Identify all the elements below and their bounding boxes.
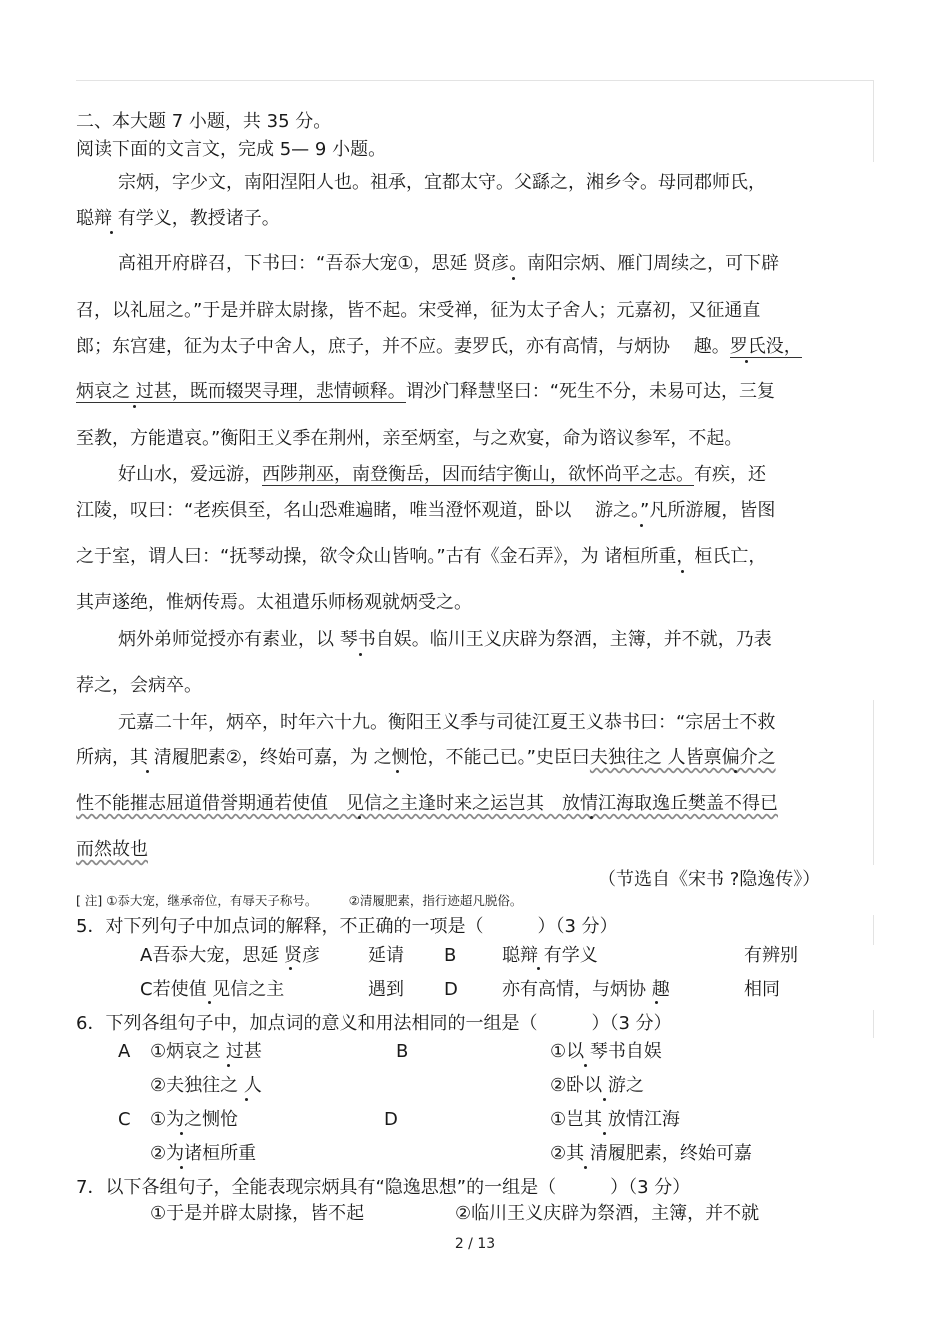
q5-option-d-gloss: 相同: [744, 979, 780, 1000]
emphasis-dot: [603, 1098, 606, 1101]
emphasis-dot: [396, 770, 399, 773]
emphasis-dot: [208, 1001, 211, 1004]
q6-option-c1: ①为之恻怆: [150, 1109, 239, 1130]
passage-line: [76, 335, 802, 359]
emphasis-dot: [537, 967, 540, 970]
passage-line: 其声遂绝，惟炳传焉。太祖遣乐师杨观就炳受之。: [76, 592, 472, 613]
q6-option-a1: ①炳哀之 过甚: [150, 1041, 262, 1062]
passage-line: 江陵，叹曰：“老疾俱至，名山恐难遍睹，唯当澄怀观道，卧以 游之。”凡所游履，皆图: [76, 500, 776, 521]
wavy-underlined-text: 夫独往之 人皆禀偏介之: [589, 747, 776, 768]
footnotes: [ 注] ①忝大宠，继承帝位，有辱天子称号。 ②清履肥素，指行迹超凡脱俗。: [76, 893, 523, 908]
source-citation: （节选自《宋书 ?隐逸传》）: [598, 869, 821, 890]
passage-text: 谓沙门释慧坚曰：“死生不分，未易可达，三复: [405, 381, 776, 402]
passage-line: 聪辩 有学义，教授诸子。: [76, 208, 280, 229]
passage-line: [76, 746, 776, 770]
passage-text: 有疾，还: [694, 464, 766, 485]
q5-option-c-gloss: 遇到: [368, 979, 404, 1000]
q7-option-1: ①于是并辟太尉掾，皆不起: [150, 1203, 365, 1224]
passage-text: 所病，其 清履肥素②，终始可嘉，为 之恻怆，不能己已。”史臣曰: [76, 747, 590, 768]
emphasis-dot: [110, 231, 113, 234]
emphasis-dot: [745, 360, 748, 363]
frame-line-right-2: [873, 700, 874, 865]
passage-line: 之于室，谓人曰：“抚琴动操，欲令众山皆响。”古有《金石弄》，为 诸桓所重，桓氏亡，: [76, 546, 767, 567]
q6-option-d1: ①岂其 放情江海: [550, 1109, 680, 1130]
passage-line: 炳外弟师觉授亦有素业，以 琴书自娱。临川王义庆辟为祭酒，主簿，并不就，乃表: [118, 629, 772, 650]
emphasis-dot: [180, 1166, 183, 1169]
section-header: 二、本大题 7 小题，共 35 分。: [76, 111, 332, 132]
question-6-stem: 6．下列各组句子中，加点词的意义和用法相同的一组是（ ）（3 分）: [76, 1013, 672, 1034]
frame-line-right-3: [873, 915, 874, 945]
passage-line: [118, 463, 766, 487]
passage-line: [76, 792, 778, 816]
emphasis-dot: [245, 1098, 248, 1101]
q5-option-b: 聪辩 有学义: [502, 945, 598, 966]
underlined-text: 罗氏没，: [729, 336, 802, 357]
q6-option-d-letter: D: [384, 1109, 398, 1130]
q7-option-2: ②临川王义庆辟为祭酒，主簿，并不就: [455, 1203, 760, 1224]
q6-option-d2: ②其 清履肥素，终始可嘉: [550, 1143, 752, 1164]
emphasis-dot: [584, 1064, 587, 1067]
frame-line-top: [76, 80, 874, 81]
passage-text: 郎；东宫建，征为太子中舍人，庶子，并不应。妻罗氏，亦有高情，与炳协 趣。: [76, 336, 730, 357]
q6-option-b2: ②卧以 游之: [550, 1075, 644, 1096]
passage-line: 至教，方能遣哀。”衡阳王义季在荆州，亲至炳室，与之欢宴，命为谘议参军，不起。: [76, 428, 743, 449]
wavy-underlined-text: 性不能摧志屈道借誉期通若使值 见信之主逢时来之运岂其 放情江海取逸丘樊盖不得已: [76, 793, 778, 814]
q5-option-a-gloss: 延请: [368, 945, 404, 966]
emphasis-dot: [655, 1001, 658, 1004]
q5-option-d-letter: D: [444, 979, 458, 1000]
emphasis-dot: [603, 1132, 606, 1135]
emphasis-dot: [590, 816, 593, 819]
emphasis-dot: [146, 770, 149, 773]
q6-option-b1: ①以 琴书自娱: [550, 1041, 662, 1062]
q6-option-a2: ②夫独往之 人: [150, 1075, 262, 1096]
instruction: 阅读下面的文言文，完成 5— 9 小题。: [76, 139, 387, 160]
emphasis-dot: [180, 1132, 183, 1135]
frame-line-right-4: [873, 1010, 874, 1038]
emphasis-dot: [359, 653, 362, 656]
emphasis-dot: [227, 1064, 230, 1067]
question-7-stem: 7．以下各组句子，全能表现宗炳具有“隐逸思想”的一组是（ ）（3 分）: [76, 1177, 691, 1198]
emphasis-dot: [133, 405, 136, 408]
q5-option-b-letter: B: [444, 945, 457, 966]
emphasis-dot: [289, 967, 292, 970]
frame-line-right: [873, 80, 874, 162]
underlined-text: 西陟荆巫，南登衡岳，因而结宇衡山，欲怀尚平之志。: [262, 464, 694, 485]
passage-text: 好山水，爱远游，: [118, 464, 262, 485]
question-5-stem: 5．对下列句子中加点词的解释，不正确的一项是（ ）（3 分）: [76, 916, 618, 937]
underlined-text: 炳哀之 过甚，既而辍哭寻理，悲情顿释。: [76, 381, 406, 402]
emphasis-dot: [584, 1166, 587, 1169]
passage-line: 召，以礼屈之。”于是并辟太尉掾，皆不起。宋受禅，征为太子舍人；元嘉初，又征通直: [76, 300, 761, 321]
passage-line: 元嘉二十年，炳卒，时年六十九。衡阳王义季与司徒江夏王义恭书曰：“宗居士不救: [118, 712, 776, 733]
emphasis-dot: [512, 277, 515, 280]
q5-option-b-gloss: 有辨别: [744, 945, 798, 966]
q5-option-c: C若使值 见信之主: [140, 979, 285, 1000]
q5-option-a: A吾忝大宠，思延 贤彦: [140, 945, 321, 966]
q6-option-b-letter: B: [396, 1041, 409, 1062]
q5-option-d: 亦有高情，与炳协 趣: [502, 979, 670, 1000]
passage-line: [76, 838, 148, 862]
passage-line: 高祖开府辟召，下书曰：“吾忝大宠①，思延 贤彦。南阳宗炳、雁门周续之，可下辟: [118, 253, 780, 274]
q6-option-c2: ②为诸桓所重: [150, 1143, 257, 1164]
wavy-underlined-text: 而然故也: [76, 839, 148, 860]
passage-line: 荐之，会病卒。: [76, 675, 202, 696]
passage-line: [76, 380, 775, 404]
q6-option-a-letter: A: [118, 1041, 131, 1062]
passage-line: 宗炳，字少文，南阳涅阳人也。祖承，宜都太守。父繇之，湘乡令。母同郡师氏，: [118, 172, 766, 193]
q6-option-c-letter: C: [118, 1109, 131, 1130]
emphasis-dot: [640, 524, 643, 527]
emphasis-dot: [734, 770, 737, 773]
emphasis-dot: [358, 816, 361, 819]
page-number: 2 / 13: [454, 1236, 496, 1252]
emphasis-dot: [681, 570, 684, 573]
